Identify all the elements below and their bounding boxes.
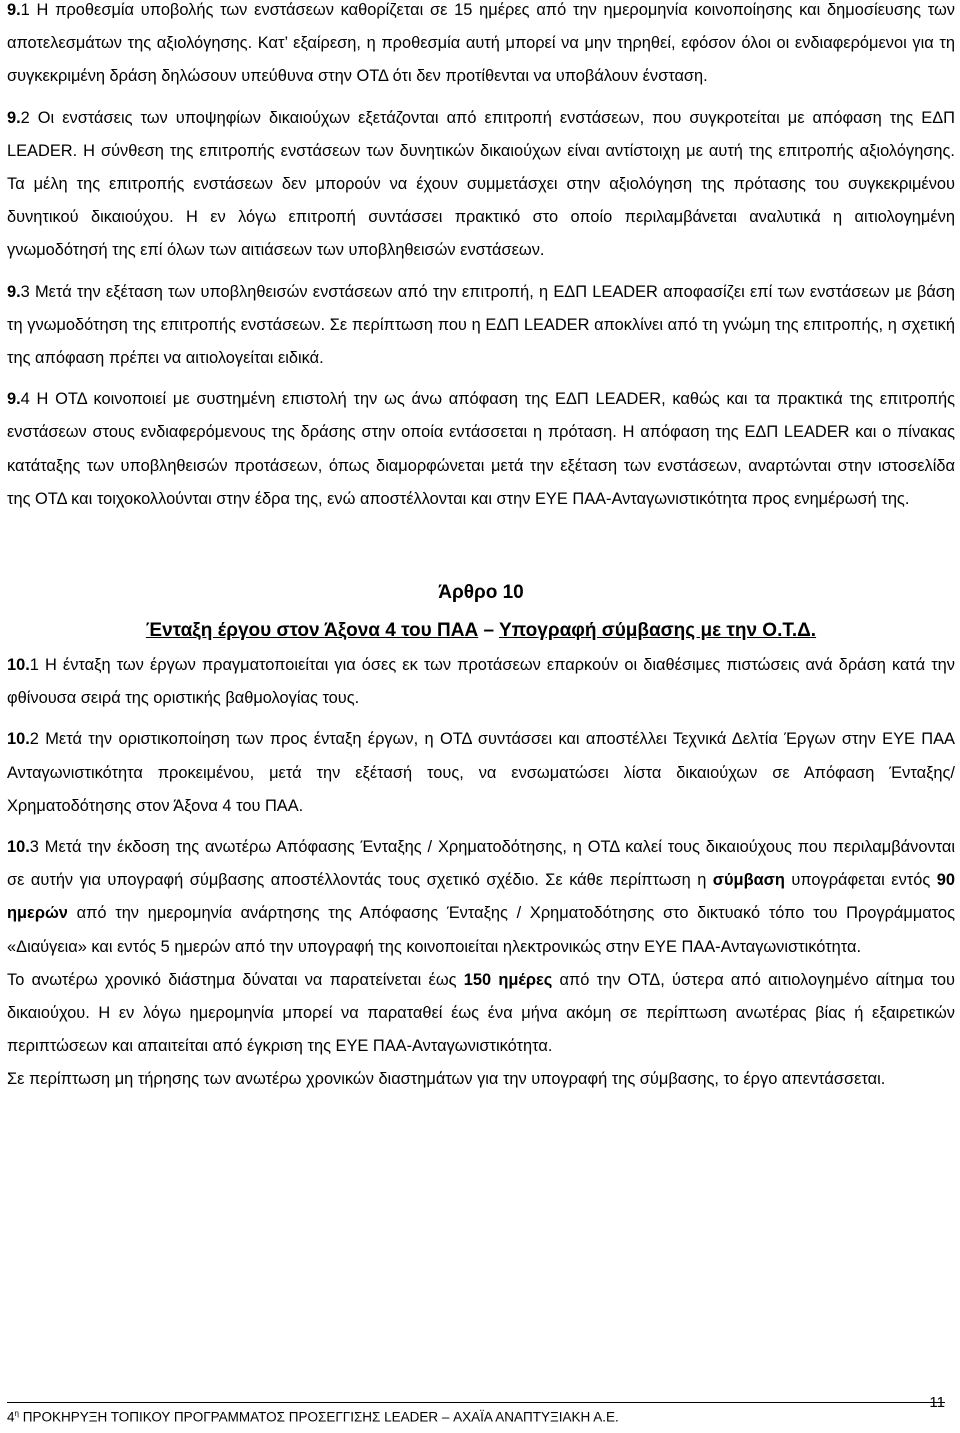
paragraph-text: από την ημερομηνία ανάρτησης της Απόφασης Ένταξης / Χρηματοδότησης στο δικτυακό τόπο του Προγράμματος «Διαύγεια» και εντός 5 ημερών από την υπογραφή της κοινοποιείται ηλεκτρονικώς στην ΕΥΕ ΠΑΑ-Ανταγωνιστικότητα.	[7, 904, 955, 956]
footer-title	[7, 1409, 619, 1425]
article-title: Άρθρο 10	[438, 582, 524, 604]
paragraph-9-4	[7, 383, 955, 516]
section-number-sub: 2	[29, 730, 39, 749]
section-number-sub: 3	[20, 282, 30, 301]
paragraph-10-1	[7, 649, 955, 715]
paragraph-text: Η ΟΤΔ κοινοποιεί με συστημένη επιστολή την ως άνω απόφαση της ΕΔΠ LEADER, καθώς και τα πρακτικά της επιτροπής ενστάσεων στους ενδιαφερόμενους της δράσης στην οποία εντάσσεται η πρόταση. Η απόφαση της ΕΔΠ LEADER και ο πίνακας κατάταξης των υποβληθεισών προτάσεων, όπως διαμορφώνεται μετά την εξέταση των ενστάσεων, αναρτώνται στην ιστοσελίδα της ΟΤΔ και τοιχοκολλούνται στην έδρα της, ενώ αποστέλλονται και στην ΕΥΕ ΠΑΑ-Ανταγωνιστικότητα προς ενημέρωσή της.	[7, 390, 955, 508]
section-number-sub: 4	[20, 390, 30, 409]
section-number: 9.	[7, 108, 21, 127]
paragraph-extension	[7, 964, 955, 1064]
paragraph-9-3	[7, 276, 955, 376]
paragraph-text: Μετά την οριστικοποίηση των προς ένταξη έργων, η ΟΤΔ συντάσσει και αποστέλλει Τεχνικά Δελτία Έργων στην ΕΥΕ ΠΑΑ Ανταγωνιστικότητα προκειμένου, μετά την εξέτασή τους, να ενσωματώσει λίστα δικαιούχων σε Απόφαση Ένταξης/ Χρηματοδότησης στον Άξονα 4 του ΠΑΑ.	[7, 730, 955, 815]
paragraph-text: Μετά την έκδοση της ανωτέρω Απόφασης Ένταξης / Χρηματοδότησης, η ΟΤΔ καλεί τους δικαιούχους που περιλαμβάνονται σε αυτήν για υπογραφή σύμβασης αποστέλλοντάς τους σχετικό σχέδιο. Σε κάθε περίπτωση η	[7, 838, 955, 890]
section-number: 9.	[7, 282, 21, 301]
paragraph-9-1	[7, 0, 955, 94]
page-number: 11	[929, 1394, 945, 1411]
bold-term-90-days: 90 ημερών	[7, 871, 955, 923]
section-number-sub: 3	[29, 838, 39, 857]
paragraph-10-2	[7, 723, 955, 823]
paragraph-10-3	[7, 831, 955, 964]
section-number-sub: 2	[20, 108, 30, 127]
paragraph-text: Η ένταξη των έργων πραγματοποιείται για όσες εκ των προτάσεων επαρκούν οι διαθέσιμες πιστώσεις ανά δράση κατά την φθίνουσα σειρά της οριστικής βαθμολογίας τους.	[7, 656, 955, 708]
footer-edition-number: 4	[7, 1409, 15, 1425]
bold-term-150-days: 150 ημέρες	[463, 970, 553, 989]
paragraph-text: υπογράφεται εντός	[784, 871, 937, 890]
article-heading-part-1: Ένταξη έργου στον Άξονα 4 του ΠΑΑ	[145, 620, 479, 642]
article-heading-part-2: Υπογραφή σύμβασης με την Ο.Τ.Δ.	[498, 620, 817, 642]
section-number: 10.	[7, 730, 30, 749]
section-number-sub: 1	[20, 1, 30, 19]
section-number: 9.	[7, 1, 21, 19]
article-header	[7, 577, 955, 647]
document-page	[7, 0, 955, 1097]
bold-term-contract: σύμβαση	[712, 871, 785, 890]
footer-title-text: ΠΡΟΚΗΡΥΞΗ ΤΟΠΙΚΟΥ ΠΡΟΓΡΑΜΜΑΤΟΣ ΠΡΟΣΕΓΓΙΣΗΣ LEADER – ΑΧΑΪΑ ΑΝΑΠΤΥΞΙΑΚΗ Α.Ε.	[18, 1409, 619, 1425]
paragraph-9-2	[7, 102, 955, 268]
paragraph-text: Μετά την εξέταση των υποβληθεισών ενστάσεων από την επιτροπή, η ΕΔΠ LEADER αποφασίζει επί των ενστάσεων με βάση τη γνωμοδότηση της επιτροπής ενστάσεων. Σε περίπτωση που η ΕΔΠ LEADER αποκλίνει από τη γνώμη της επιτροπής, η σχετική της απόφαση πρέπει να αιτιολογείται ειδικά.	[7, 282, 955, 368]
footer-edition-suffix: η	[14, 1409, 19, 1418]
paragraph-text: Η προθεσμία υποβολής των ενστάσεων καθορίζεται σε 15 ημέρες από την ημερομηνία κοινοποίησης και δημοσίευσης των αποτελεσμάτων της αξιολόγησης. Κατ’ εξαίρεση, η προθεσμία αυτή μπορεί να μην τηρηθεί, εφόσον όλοι οι ενδιαφερόμενοι για τη συγκεκριμένη δράση δηλώσουν υπεύθυνα στην ΟΤΔ ότι δεν προτίθενται να υποβάλουν ένσταση.	[7, 1, 955, 86]
section-number: 10.	[7, 838, 30, 857]
paragraph-text: Το ανωτέρω χρονικό διάστημα δύναται να παρατείνεται έως	[7, 970, 464, 989]
article-heading	[7, 615, 955, 647]
paragraph-termination: Σε περίπτωση μη τήρησης των ανωτέρω χρονικών διαστημάτων για την υπογραφή της σύμβασης, το έργο απεντάσσεται.	[7, 1070, 886, 1089]
paragraph-text: από την ΟΤΔ, ύστερα από αιτιολογημένο αίτημα του δικαιούχου. Η εν λόγω ημερομηνία μπορεί να παραταθεί έως ένα μήνα ακόμη σε περίπτωση ανωτέρας βίας ή εξαιρετικών περιπτώσεων και απαιτείται από έγκριση της ΕΥΕ ΠΑΑ-Ανταγωνιστικότητα.	[7, 970, 955, 1056]
article-heading-dash: –	[478, 620, 499, 642]
section-number: 9.	[7, 390, 21, 409]
paragraph-text: Οι ενστάσεις των υποψηφίων δικαιούχων εξετάζονται από επιτροπή ενστάσεων, που συγκροτείται με απόφαση της ΕΔΠ LEADER. Η σύνθεση της επιτροπής ενστάσεων των δυνητικών δικαιούχων είναι αντίστοιχη με αυτή της επιτροπής αξιολόγησης. Τα μέλη της επιτροπής ενστάσεων δεν μπορούν να έχουν συμμετάσχει στην αξιολόγηση της πρότασης του συγκεκριμένου δυνητικού δικαιούχου. Η εν λόγω επιτροπή συντάσσει πρακτικό στο οποίο περιλαμβάνεται αναλυτικά η αιτιολογημένη γνωμοδότησή της επί όλων των αιτιάσεων των υποβληθεισών ενστάσεων.	[7, 108, 955, 260]
page-footer	[7, 1394, 945, 1433]
section-number: 10.	[7, 656, 30, 675]
section-number-sub: 1	[29, 656, 39, 675]
